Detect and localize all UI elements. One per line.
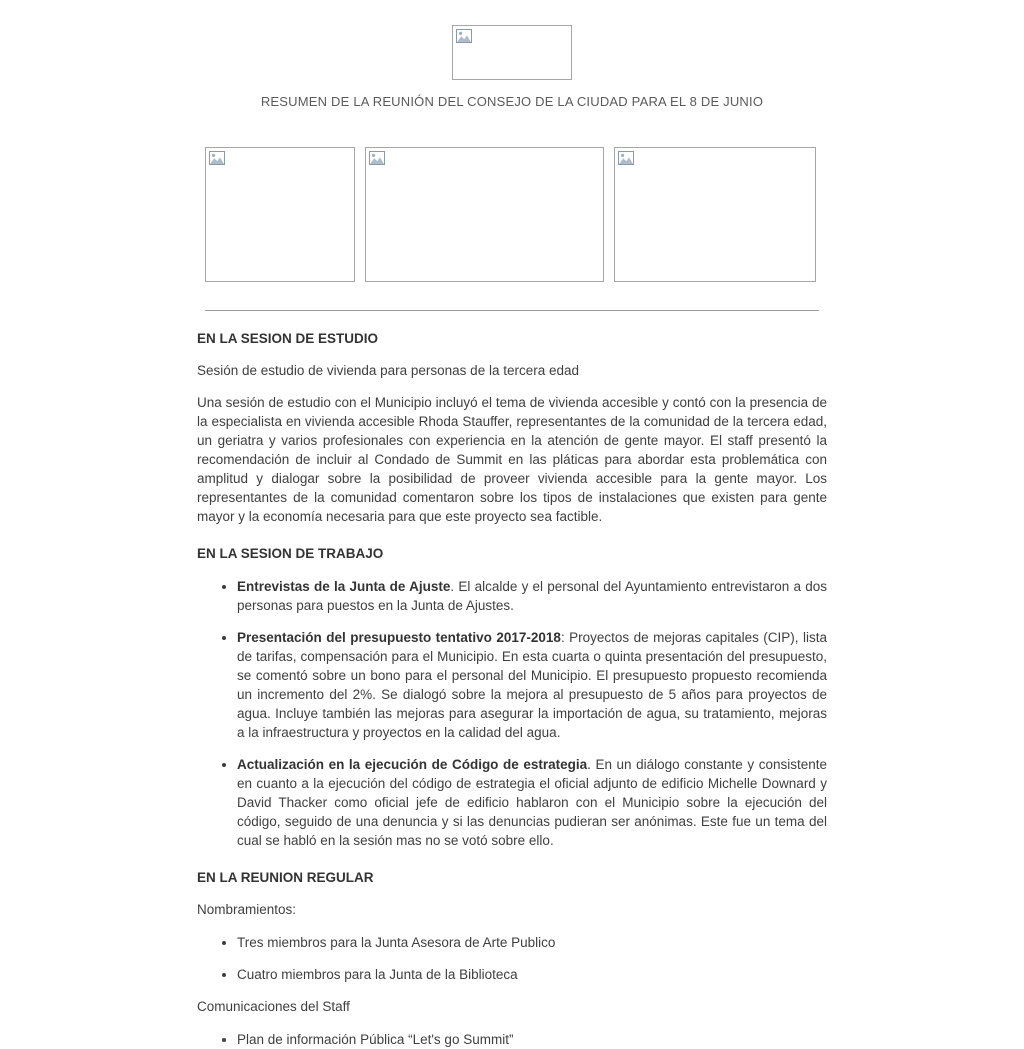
appointments-label: Nombramientos: [197, 902, 297, 917]
list-item-text: . En un diálogo constante y consistente en cuanto a la ejecución del código de estrategia el oficial adjunto de edificio Michelle Downard y David Thacker como oficial jefe de edificio hablaron con el Municipio sobre la ejecución del código, seguido de una denuncia y si las denuncias pudieran ser anónimas. Este fue un tema del cual se habló en la sesión mas no se votó sobre ello. [237, 757, 827, 848]
broken-image-icon [618, 151, 634, 165]
staff-communications-label: Comunicaciones del Staff [197, 999, 350, 1014]
broken-image-icon [209, 151, 225, 165]
section-heading-regular-meeting: EN LA REUNION REGULAR [197, 870, 374, 885]
list-item [237, 577, 827, 615]
list-item [237, 755, 827, 850]
photo-1-image [205, 147, 355, 282]
broken-image-icon [456, 29, 472, 43]
photo-row [197, 147, 827, 282]
work-session-list [197, 577, 827, 850]
study-session-paragraph: Una sesión de estudio con el Municipio incluyó el tema de vivienda accesible y contó con la presencia de la especialista en vivienda accesible Rhoda Stauffer, representantes de la comunidad de la tercera edad, un geriatra y varios profesionales con experiencia en la atención de gente mayor. El staff presentó la recomendación de incluir al Condado de Summit en las pláticas para abordar esta problemática con amplitud y dialogar sobre la posibilidad de proveer vivienda accesible para la gente mayor. Los representantes de la comunidad comentaron sobre los tipos de instalaciones que existen para gente mayor y la economía necesaria para que este proyecto sea factible. [197, 395, 827, 524]
photo-3-image [614, 147, 816, 282]
list-item-title: Actualización en la ejecución de Código de estrategia [237, 757, 588, 772]
broken-image-icon [369, 151, 385, 165]
list-item-title: Presentación del presupuesto tentativo 2017-2018 [237, 630, 561, 645]
photo-2-image [365, 147, 604, 282]
appointments-list [197, 933, 827, 984]
page-title: RESUMEN DE LA REUNIÓN DEL CONSEJO DE LA CIUDAD PARA EL 8 DE JUNIO [260, 94, 764, 109]
list-item: • Cuatro miembros para la Junta de la Biblioteca [237, 965, 827, 984]
list-item: • Tres miembros para la Junta Asesora de Arte Publico [237, 933, 827, 952]
newsletter-page [197, 0, 827, 1049]
study-session-subtitle: Sesión de estudio de vivienda para personas de la tercera edad [197, 363, 580, 378]
header-logo-image [452, 25, 572, 80]
list-item-text: : Proyectos de mejoras capitales (CIP), lista de tarifas, compensación para el Municipio. En esta cuarta o quinta presentación del presupuesto, se comentó sobre un bono para el personal del Municipio. El presupuesto propuesto recomienda un incremento del 2%. Se dialogó sobre la mejora al presupuesto de 5 años para proyectos de agua. Incluye también las mejoras para asegurar la importación de agua, su tratamiento, mejoras a la infraestructura y proyectos en la calidad del agua. [237, 630, 827, 740]
section-divider [205, 310, 819, 311]
section-heading-work-session: EN LA SESION DE TRABAJO [197, 546, 384, 561]
section-heading-study-session: EN LA SESION DE ESTUDIO [197, 331, 379, 346]
list-item: • Plan de información Pública “Let's go Summit” [237, 1030, 827, 1049]
list-item [237, 628, 827, 742]
list-item-text: . El alcalde y el personal del Ayuntamiento entrevistaron a dos personas para puestos en la Junta de Ajustes. [237, 579, 827, 613]
list-item-title: Entrevistas de la Junta de Ajuste [237, 579, 451, 594]
staff-communications-list [197, 1030, 827, 1049]
newsletter-body [197, 329, 827, 1049]
